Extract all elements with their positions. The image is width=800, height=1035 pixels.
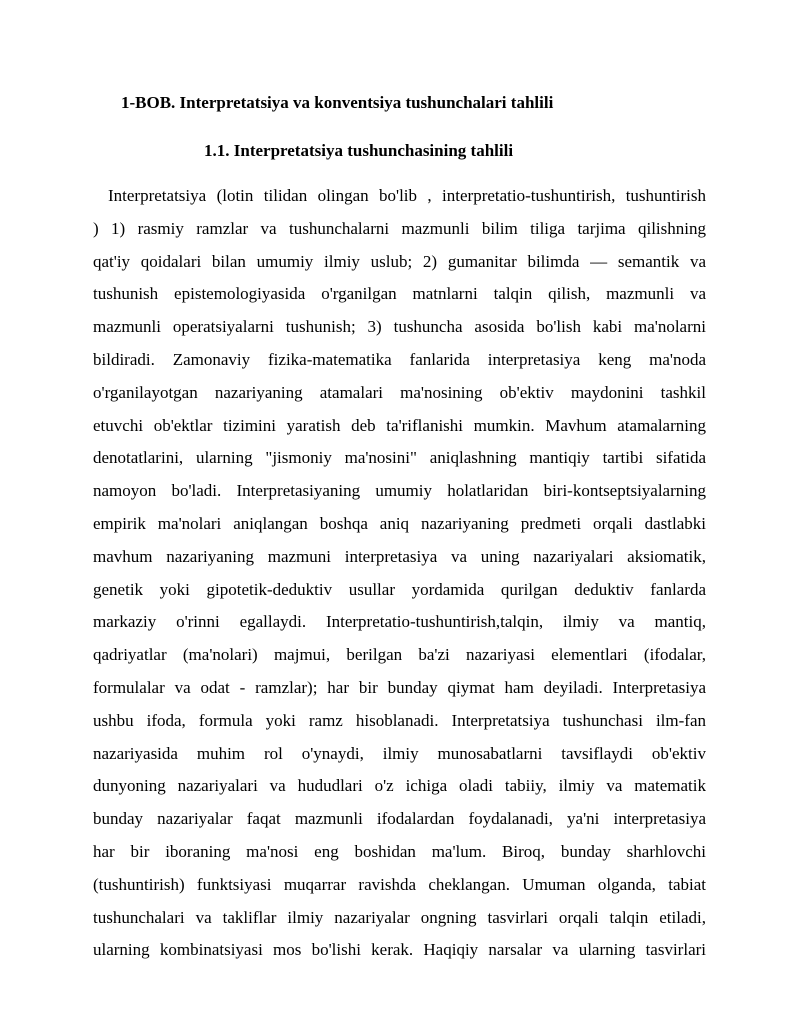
text-line: markaziy o'rinni egallaydi. Interpretatio-tushuntirish,talqin, ilmiy va mantiq,: [93, 612, 706, 632]
text-line: formulalar va odat - ramzlar); har bir bunday qiymat ham deyiladi. Interpretasiya: [93, 677, 706, 697]
text-line: bunday nazariyalar faqat mazmunli ifodalardan foydalanadi, ya'ni interpretasiya: [93, 809, 706, 829]
text-line: (tushuntirish) funktsiyasi muqarrar ravishda cheklangan. Umuman olganda, tabiat: [93, 874, 706, 894]
text-line: tushunish epistemologiyasida o'rganilgan matnlarni talqin qilish, mazmunli va: [93, 284, 706, 304]
text-line: tushunchalari va takliflar ilmiy nazariyalar ongning tasvirlari orqali talqin etiladi,: [93, 907, 706, 927]
text-line: ) 1) rasmiy ramzlar va tushunchalarni mazmunli bilim tiliga tarjima qilishning: [93, 218, 706, 238]
text-line: dunyoning nazariyalari va hududlari o'z ichiga oladi tabiiy, ilmiy va matematik: [93, 776, 706, 796]
text-line: namoyon bo'ladi. Interpretasiyaning umumiy holatlaridan biri-kontseptsiyalarning: [93, 481, 706, 501]
text-line: qat'iy qoidalari bilan umumiy ilmiy uslub; 2) gumanitar bilimda — semantik va: [93, 251, 706, 271]
text-line: ularning kombinatsiyasi mos bo'lishi kerak. Haqiqiy narsalar va ularning tasvirlari: [93, 940, 706, 960]
text-line: genetik yoki gipotetik-deduktiv usullar yordamida qurilgan deduktiv fanlarda: [93, 579, 706, 599]
text-line: qadriyatlar (ma'nolari) majmui, berilgan ba'zi nazariyasi elementlari (ifodalar,: [93, 645, 706, 665]
chapter-title: 1-BOB. Interpretatsiya va konventsiya tushunchalari tahlili: [121, 93, 554, 112]
body-paragraph: [93, 180, 706, 967]
text-line: denotatlarini, ularning "jismoniy ma'nosini" aniqlashning mantiqiy tartibi sifatida: [93, 448, 706, 468]
text-line: nazariyasida muhim rol o'ynaydi, ilmiy munosabatlarni tavsiflaydi ob'ektiv: [93, 743, 706, 763]
text-line: har bir iboraning ma'nosi eng boshidan ma'lum. Biroq, bunday sharhlovchi: [93, 841, 706, 861]
text-line: bildiradi. Zamonaviy fizika-matematika fanlarida interpretasiya keng ma'noda: [93, 349, 706, 369]
text-line: mavhum nazariyaning mazmuni interpretasiya va uning nazariyalari aksiomatik,: [93, 546, 706, 566]
text-line: etuvchi ob'ektlar tizimini yaratish deb ta'riflanishi mumkin. Mavhum atamalarning: [93, 415, 706, 435]
text-line: ushbu ifoda, formula yoki ramz hisoblanadi. Interpretatsiya tushunchasi ilm-fan: [93, 710, 706, 730]
text-line: empirik ma'nolari aniqlangan boshqa aniq nazariyaning predmeti orqali dastlabki: [93, 513, 706, 533]
text-line: o'rganilayotgan nazariyaning atamalari ma'nosining ob'ektiv maydonini tashkil: [93, 382, 706, 402]
section-title: 1.1. Interpretatsiya tushunchasining tahlili: [204, 141, 514, 160]
text-line: Interpretatsiya (lotin tilidan olingan bo'lib , interpretatio-tushuntirish, tushuntirish: [108, 186, 706, 205]
text-line: mazmunli operatsiyalarni tushunish; 3) tushuncha asosida bo'lish kabi ma'nolarni: [93, 317, 706, 337]
